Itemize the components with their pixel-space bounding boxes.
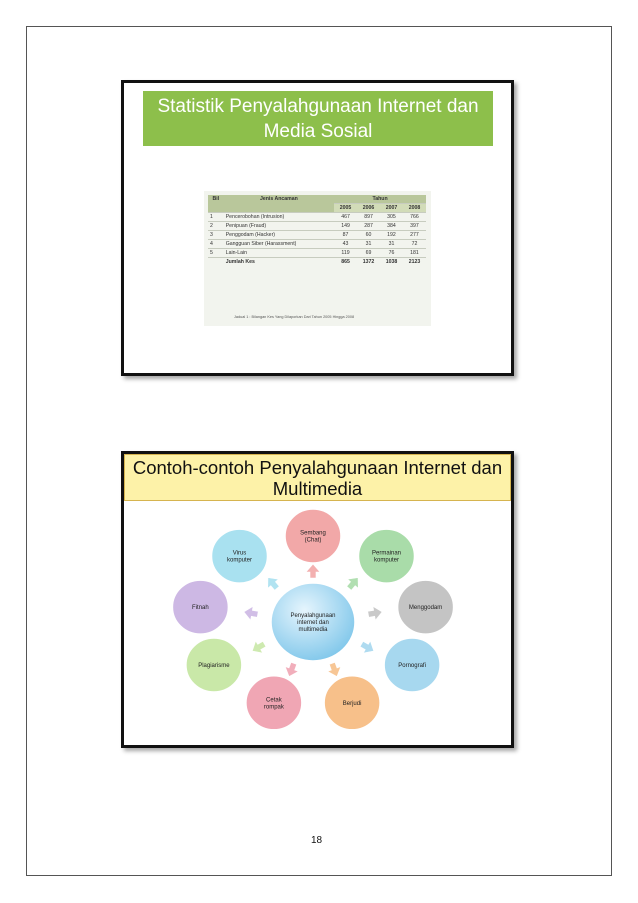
statistics-table bbox=[208, 195, 426, 266]
center-label: internet dan bbox=[297, 620, 329, 626]
node-label: Menggodam bbox=[408, 605, 443, 612]
total-value: 1038 bbox=[380, 258, 403, 267]
row-bil: 1 bbox=[208, 213, 224, 222]
node-label: Fitnah bbox=[192, 605, 209, 612]
node-label: Plagiarisme bbox=[198, 663, 230, 669]
row-value: 305 bbox=[380, 213, 403, 222]
row-bil: 3 bbox=[208, 231, 224, 240]
center-label: multimedia bbox=[298, 627, 328, 633]
row-value: 287 bbox=[357, 222, 380, 231]
slide-title: Contoh-contoh Penyalahgunaan Internet dan Multimedia bbox=[124, 454, 511, 501]
node-label: Berjudi bbox=[342, 700, 362, 707]
slide-title: Statistik Penyalahgunaan Internet dan Media Sosial bbox=[143, 91, 493, 146]
arrow-icon bbox=[249, 638, 268, 657]
total-value: 865 bbox=[334, 258, 357, 267]
row-value: 69 bbox=[357, 249, 380, 258]
table-total-row bbox=[208, 258, 426, 267]
diagram-node bbox=[172, 580, 228, 634]
row-jenis: Pencerobohan (Intrusion) bbox=[224, 213, 334, 222]
center-label: Penyalahgunaan bbox=[290, 613, 336, 619]
row-value: 181 bbox=[403, 249, 426, 258]
col-bil: Bil bbox=[208, 195, 224, 213]
arrow-icon bbox=[306, 564, 320, 578]
node-label: Sembang bbox=[300, 530, 326, 537]
node-label: (Chat) bbox=[304, 537, 322, 544]
table-row bbox=[208, 213, 426, 222]
row-jenis: Penggodam (Hacker) bbox=[224, 231, 334, 240]
arrow-icon bbox=[367, 605, 383, 621]
year-header: 2007 bbox=[380, 204, 403, 213]
node-label: rompak bbox=[263, 704, 284, 711]
row-bil: 5 bbox=[208, 249, 224, 258]
arrow-icon bbox=[326, 661, 344, 679]
diagram-node bbox=[324, 676, 380, 730]
row-value: 192 bbox=[380, 231, 403, 240]
node-label: Permainan bbox=[371, 550, 402, 557]
row-value: 397 bbox=[403, 222, 426, 231]
row-jenis: Gangguan Siber (Harassment) bbox=[224, 240, 334, 249]
diagram-node bbox=[246, 676, 302, 730]
row-value: 60 bbox=[357, 231, 380, 240]
diagram-node bbox=[186, 638, 242, 692]
row-value: 87 bbox=[334, 231, 357, 240]
table-row bbox=[208, 231, 426, 240]
arrow-icon bbox=[282, 661, 300, 679]
year-header: 2006 bbox=[357, 204, 380, 213]
diagram-node bbox=[398, 580, 454, 634]
node-label: Cetak bbox=[266, 697, 282, 704]
node-label: komputer bbox=[373, 557, 400, 564]
col-jenis: Jenis Ancaman bbox=[224, 195, 334, 213]
year-header: 2008 bbox=[403, 204, 426, 213]
table-caption: Jadual 1 : Bilangan Kes Yang Dilaporkan Dari Tahun 2005 Hingga 2008 bbox=[234, 315, 355, 319]
statistics-table-image bbox=[204, 191, 431, 326]
row-bil: 2 bbox=[208, 222, 224, 231]
row-value: 897 bbox=[357, 213, 380, 222]
node-label: Pornografi bbox=[398, 663, 426, 669]
table-row bbox=[208, 240, 426, 249]
arrow-icon bbox=[358, 638, 377, 657]
arrow-icon bbox=[243, 605, 259, 621]
table-row bbox=[208, 249, 426, 258]
row-value: 31 bbox=[380, 240, 403, 249]
total-value: 1372 bbox=[357, 258, 380, 267]
row-value: 76 bbox=[380, 249, 403, 258]
row-value: 277 bbox=[403, 231, 426, 240]
arrow-icon bbox=[344, 573, 364, 593]
total-spacer bbox=[208, 258, 224, 267]
row-value: 384 bbox=[380, 222, 403, 231]
row-value: 766 bbox=[403, 213, 426, 222]
row-value: 31 bbox=[357, 240, 380, 249]
diagram-node bbox=[212, 529, 268, 583]
total-value: 2123 bbox=[403, 258, 426, 267]
row-value: 467 bbox=[334, 213, 357, 222]
row-jenis: Penipuan (Fraud) bbox=[224, 222, 334, 231]
row-value: 119 bbox=[334, 249, 357, 258]
diagram-node bbox=[384, 638, 440, 692]
row-value: 72 bbox=[403, 240, 426, 249]
col-tahun: Tahun bbox=[334, 195, 426, 204]
total-label: Jumlah Kes bbox=[224, 258, 334, 267]
diagram-node bbox=[359, 529, 415, 583]
row-bil: 4 bbox=[208, 240, 224, 249]
row-value: 149 bbox=[334, 222, 357, 231]
arrow-icon bbox=[263, 573, 283, 593]
diagram-center bbox=[271, 583, 355, 661]
page-number: 18 bbox=[311, 835, 323, 846]
slide-statistics bbox=[121, 80, 514, 376]
node-label: komputer bbox=[226, 557, 253, 564]
node-label: Virus bbox=[232, 550, 247, 557]
row-value: 43 bbox=[334, 240, 357, 249]
table-row bbox=[208, 222, 426, 231]
misuse-diagram bbox=[124, 502, 511, 745]
year-header: 2005 bbox=[334, 204, 357, 213]
slide-examples bbox=[121, 451, 514, 748]
row-jenis: Lain-Lain bbox=[224, 249, 334, 258]
diagram-node bbox=[285, 509, 341, 563]
